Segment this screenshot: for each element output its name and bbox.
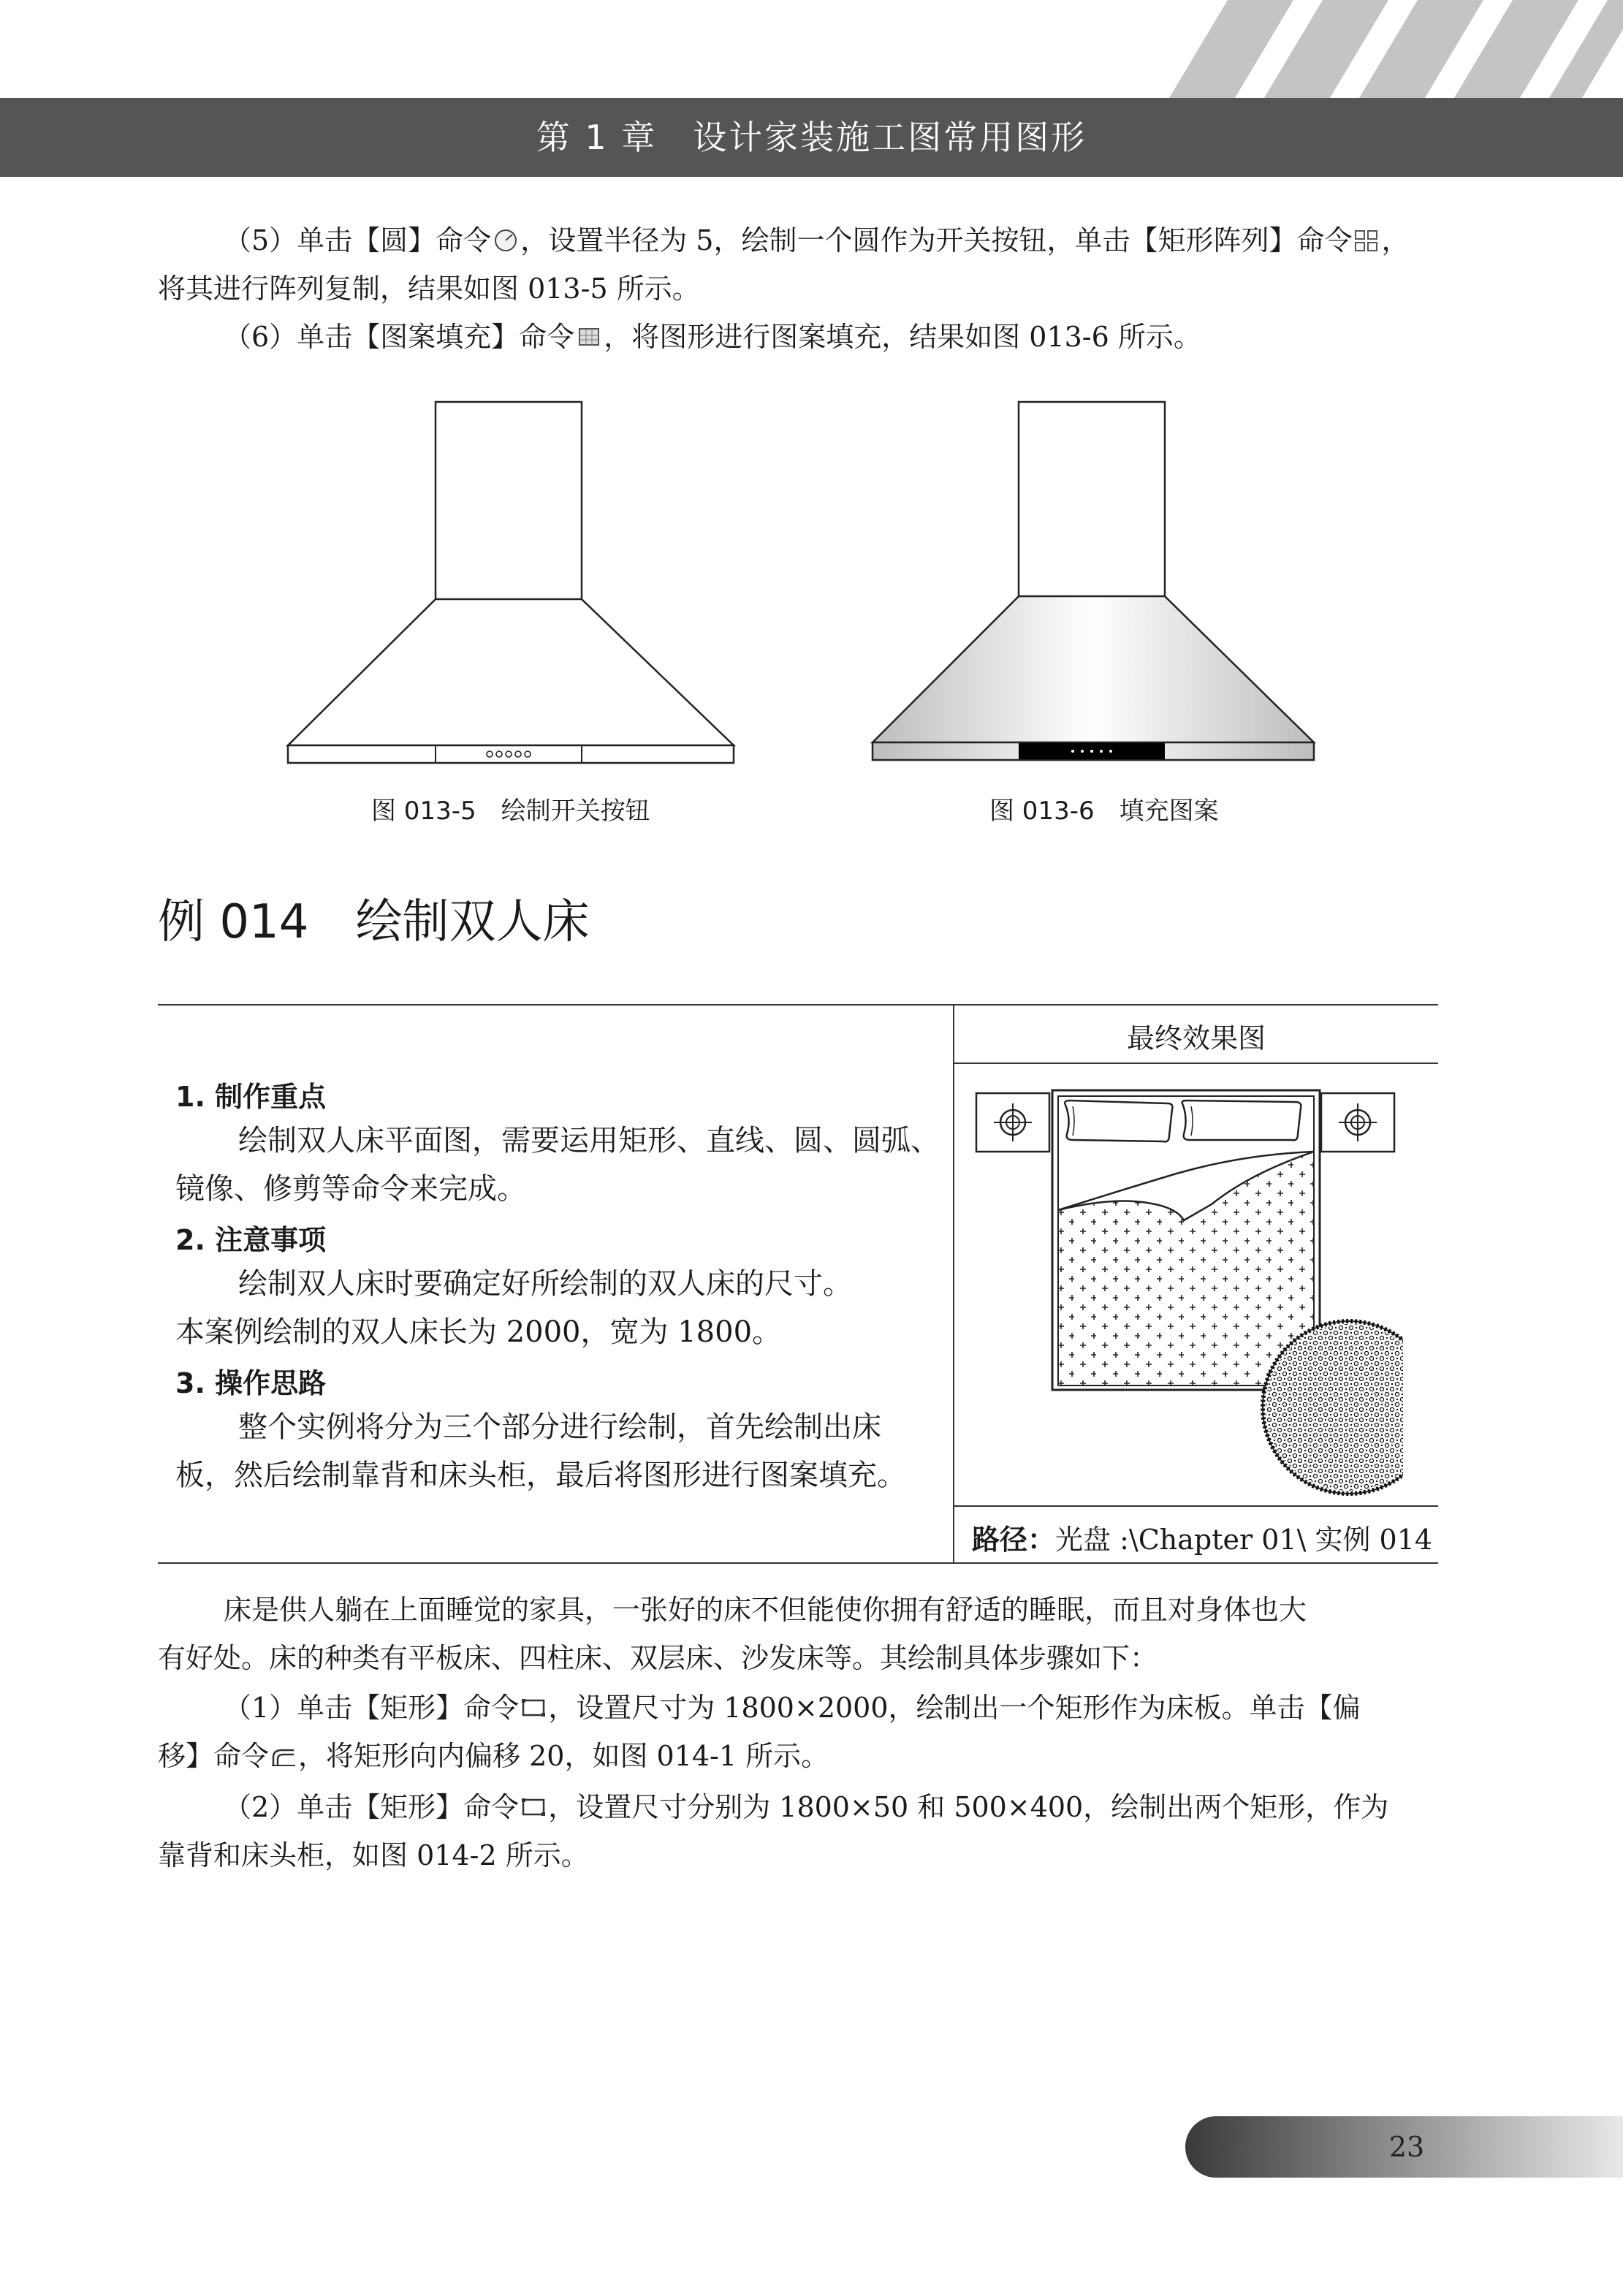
chapter-title: 第 1 章 设计家装施工图常用图形	[536, 118, 1087, 157]
box-bottom-rule	[158, 1562, 1438, 1564]
step-1-line-1: （1）单击【矩形】命令 ，设置尺寸为 1800×2000，绘制出一个矩形作为床板。单击【偏	[224, 1692, 1361, 1724]
section-heading-3: 3. 操作思路	[175, 1367, 327, 1399]
page-number: 23	[1388, 2131, 1425, 2163]
path-value: 光盘 :\Chapter 01\ 实例 014	[1055, 1524, 1433, 1556]
range-hood-filled-figure	[870, 400, 1337, 766]
header-stripes	[1140, 0, 1623, 98]
section-1-line-2: 镜像、修剪等命令来完成。	[175, 1172, 526, 1206]
hatch-command-icon	[576, 324, 602, 350]
path-line	[972, 1517, 1432, 1557]
rectangle-command-icon	[520, 1794, 547, 1820]
offset-command-icon	[270, 1743, 297, 1769]
section-3-line-2: 板，然后绘制靠背和床头柜，最后将图形进行图案填充。	[175, 1459, 906, 1492]
step-2-line-1: （2）单击【矩形】命令 ，设置尺寸分别为 1800×50 和 500×400，绘制出两个矩形，作为	[224, 1791, 1389, 1823]
box-top-rule	[158, 1004, 1438, 1006]
step-1-line-2: 移】命令 ，将矩形向内偏移 20，如图 014-1 所示。	[158, 1740, 829, 1772]
path-label: 路径：	[972, 1524, 1056, 1556]
right-nightstand	[1321, 1093, 1394, 1152]
figure-caption-013-5: 图 013-5 绘制开关按钮	[371, 797, 650, 826]
effect-title-rule	[953, 1063, 1438, 1064]
left-nightstand	[976, 1093, 1049, 1152]
step-2-line-2: 靠背和床头柜，如图 014-2 所示。	[158, 1839, 589, 1871]
body-paragraph-line-1: 床是供人躺在上面睡觉的家具，一张好的床不但能使你拥有舒适的睡眠，而且对身体也大	[224, 1594, 1307, 1626]
effect-title: 最终效果图	[1126, 1022, 1266, 1054]
circle-command-icon	[493, 227, 519, 254]
double-bed-plan-figure	[965, 1074, 1403, 1498]
example-title: 例 014 绘制双人床	[158, 895, 590, 949]
step-5-line-2: 将其进行阵列复制，结果如图 013-5 所示。	[158, 273, 700, 305]
section-1-line-1: 绘制双人床平面图，需要运用矩形、直线、圆、圆弧、	[238, 1124, 940, 1157]
section-2-line-2: 本案例绘制的双人床长为 2000，宽为 1800。	[175, 1315, 782, 1349]
rect-array-command-icon	[1353, 227, 1380, 254]
section-3-line-1: 整个实例将分为三个部分进行绘制，首先绘制出床	[238, 1410, 881, 1444]
step-6-line: （6）单击【图案填充】命令 ，将图形进行图案填充，结果如图 013-6 所示。	[224, 321, 1201, 353]
rectangle-command-icon	[520, 1695, 547, 1721]
figure-caption-013-6: 图 013-6 填充图案	[989, 797, 1219, 826]
box-divider	[953, 1004, 954, 1564]
range-hood-outline-figure	[284, 400, 751, 766]
section-heading-1: 1. 制作重点	[175, 1081, 327, 1113]
body-paragraph-line-2: 有好处。床的种类有平板床、四柱床、双层床、沙发床等。其绘制具体步骤如下：	[158, 1642, 1158, 1674]
section-heading-2: 2. 注意事项	[175, 1224, 327, 1256]
step-5-line-1: （5）单击【圆】命令 ，设置半径为 5，绘制一个圆作为开关按钮，单击【矩形阵列】命令 ，	[224, 224, 1410, 256]
section-2-line-1: 绘制双人床时要确定好所绘制的双人床的尺寸。	[238, 1267, 852, 1301]
path-rule	[953, 1505, 1438, 1507]
